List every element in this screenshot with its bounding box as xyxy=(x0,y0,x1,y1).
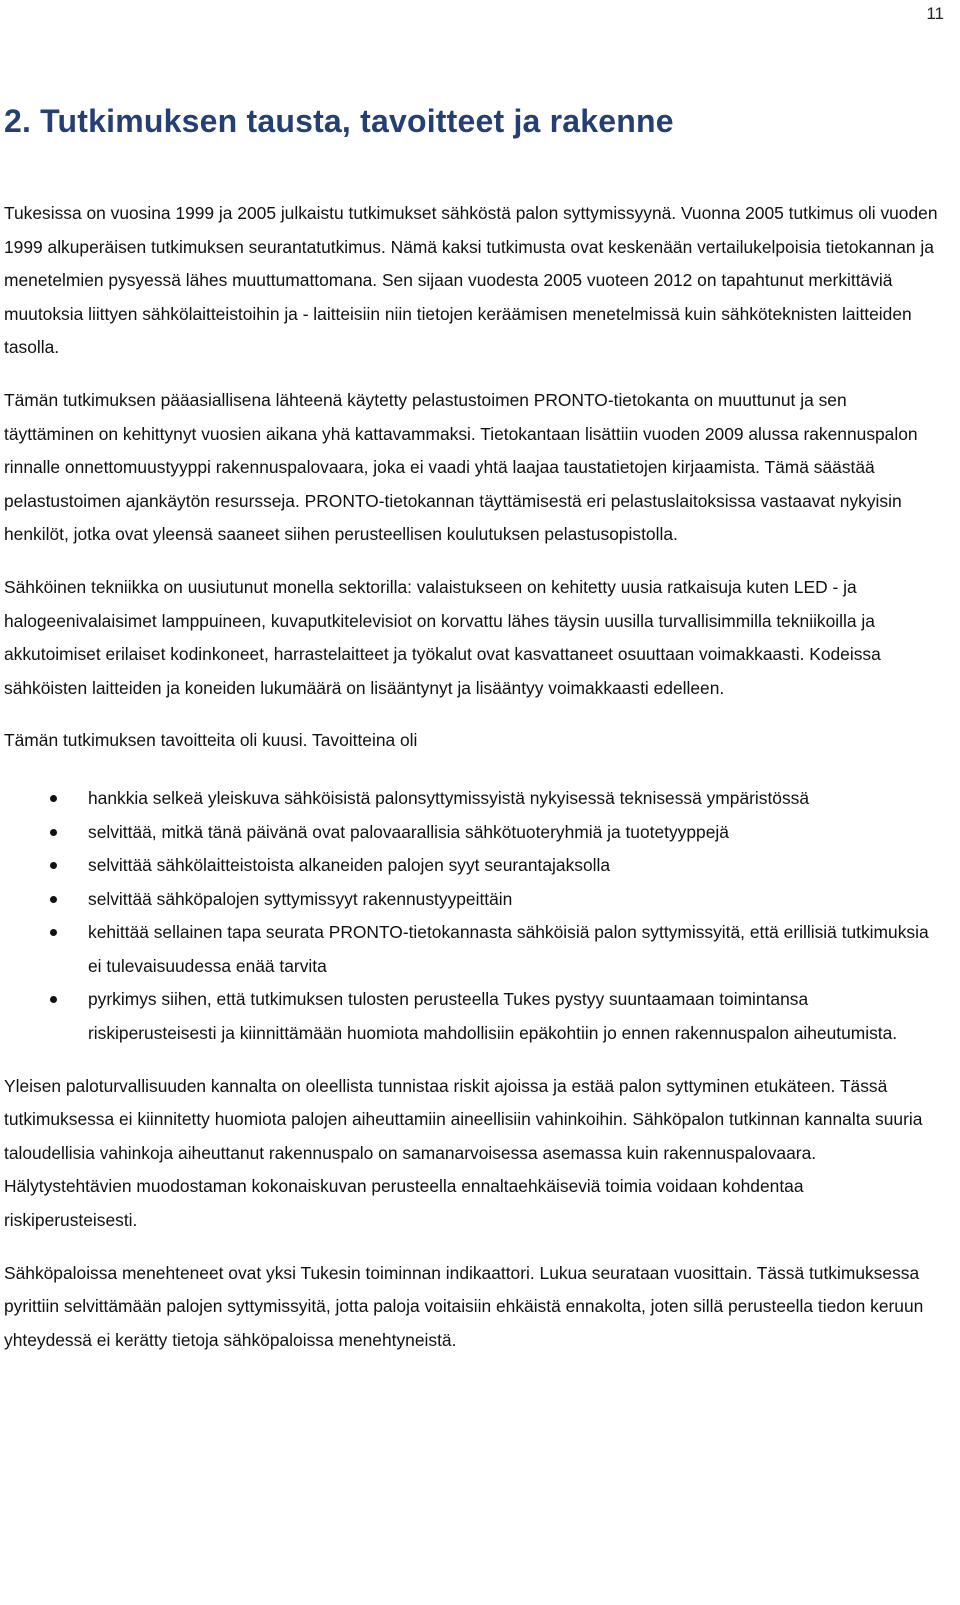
section-heading: 2. Tutkimuksen tausta, tavoitteet ja rakenne xyxy=(4,103,674,139)
goal-text: kehittää sellainen tapa seurata PRONTO-tietokannasta sähköisiä palon syttymissyitä, että erillisiä tutkimuksia ei tulevaisuudessa enää tarvita xyxy=(88,922,929,976)
paragraph-goals-intro: Tämän tutkimuksen tavoitteita oli kuusi. Tavoitteina oli xyxy=(4,730,418,751)
paragraph-fire-safety: Yleisen paloturvallisuuden kannalta on oleellista tunnistaa riskit ajoissa ja estää palon syttyminen etukäteen. Tässä tutkimuksessa ei kiinnitetty huomiota palojen aiheuttamiin aineellisiin vahinkoihin. Sähköpalon tutkinnan kannalta suuria taloudellisia vahinkoja aiheuttanut rakennuspalo on samanarvoisessa asemassa kuin rakennuspalovaara. Hälytystehtävien muodostaman kokonaiskuvan perusteella ennaltaehkäiseviä toimia voidaan kohdentaa riskiperusteisesti. xyxy=(4,1075,923,1231)
paragraph-pronto-source: Tämän tutkimuksen pääasiallisena lähteenä käytetty pelastustoimen PRONTO-tietokanta on muuttunut ja sen täyttäminen on kehittynyt vuosien aikana yhä kattavammaksi. Tietokantaan lisättiin vuoden 2009 alussa rakennuspalon rinnalle onnettomuustyyppi rakennuspalovaara, joka ei vaadi yhtä laajaa taustatietojen kirjaamista. Tämä säästää pelastustoimen ajankäytön resursseja. PRONTO-tietokannan täyttämisestä eri pelastuslaitoksissa vastaavat nykyisin henkilöt, jotka ovat yleensä saaneet siihen perusteellisen koulutuksen pelastusopistolla. xyxy=(4,389,918,545)
goal-text: pyrkimys siihen, että tutkimuksen tulosten perusteella Tukes pystyy suuntaamaan toimintansa riskiperusteisesti ja kiinnittämään huomiota mahdollisiin epäkohtiin jo ennen rakennuspalon aiheutumista. xyxy=(88,989,898,1044)
goals-list xyxy=(4,782,939,1051)
bullet-icon xyxy=(50,829,57,836)
paragraph-background: Tukesissa on vuosina 1999 ja 2005 julkaistu tutkimukset sähköstä palon syttymissyynä. Vuonna 2005 tutkimus oli vuoden 1999 alkuperäisen tutkimuksen seurantatutkimus. Nämä kaksi tutkimusta ovat keskenään vertailukelpoisia tietokannan ja menetelmien pysyessä lähes muuttumattomana. Sen sijaan vuodesta 2005 vuoteen 2012 on tapahtunut merkittäviä muutoksia liittyen sähkölaitteistoihin ja - laitteisiin niin tietojen keräämisen menetelmissä kuin sähköteknisten laitteiden tasolla. xyxy=(4,203,938,358)
list-item xyxy=(4,883,939,917)
paragraph-fatalities: Sähköpaloissa menehteneet ovat yksi Tukesin toiminnan indikaattori. Lukua seurataan vuosittain. Tässä tutkimuksessa pyrittiin selvittämään palojen syttymissyitä, jotta paloja voitaisiin ehkäistä ennakolta, joten sillä perusteella tiedon keruun yhteydessä ei kerätty tietoja sähköpaloissa menehtyneistä. xyxy=(4,1262,924,1350)
bullet-icon xyxy=(50,929,57,936)
list-item xyxy=(4,916,939,983)
bullet-icon xyxy=(50,996,57,1003)
page-number: 11 xyxy=(926,4,944,23)
goal-text: selvittää sähköpalojen syttymissyyt rakennustyypeittäin xyxy=(88,888,513,909)
list-item xyxy=(4,983,939,1050)
goal-text: selvittää, mitkä tänä päivänä ovat palovaarallisia sähkötuoteryhmiä ja tuotetyyppejä xyxy=(88,821,729,842)
goal-text: hankkia selkeä yleiskuva sähköisistä palonsyttymissyistä nykyisessä teknisessä ympäristössä xyxy=(88,787,810,808)
bullet-icon xyxy=(50,795,57,802)
list-item xyxy=(4,782,939,816)
bullet-icon xyxy=(50,896,57,903)
goal-text: selvittää sähkölaitteistoista alkaneiden palojen syyt seurantajaksolla xyxy=(88,855,611,876)
body-text xyxy=(4,197,939,1376)
bullet-icon xyxy=(50,862,57,869)
list-item xyxy=(4,849,939,883)
list-item xyxy=(4,816,939,850)
paragraph-electrical-technology: Sähköinen tekniikka on uusiutunut monella sektorilla: valaistukseen on kehitetty uusia ratkaisuja kuten LED - ja halogeenivalaisimet lamppuineen, kuvaputkitelevisiot on korvattu lähes täysin uusilla turvallisimmilla tekniikoilla ja akkutoimiset erilaiset kodinkoneet, harrastelaitteet ja työkalut ovat kasvattaneet osuuttaan voimakkaasti. Kodeissa sähköisten laitteiden ja koneiden lukumäärä on lisääntynyt ja lisääntyy voimakkaasti edelleen. xyxy=(4,576,881,698)
